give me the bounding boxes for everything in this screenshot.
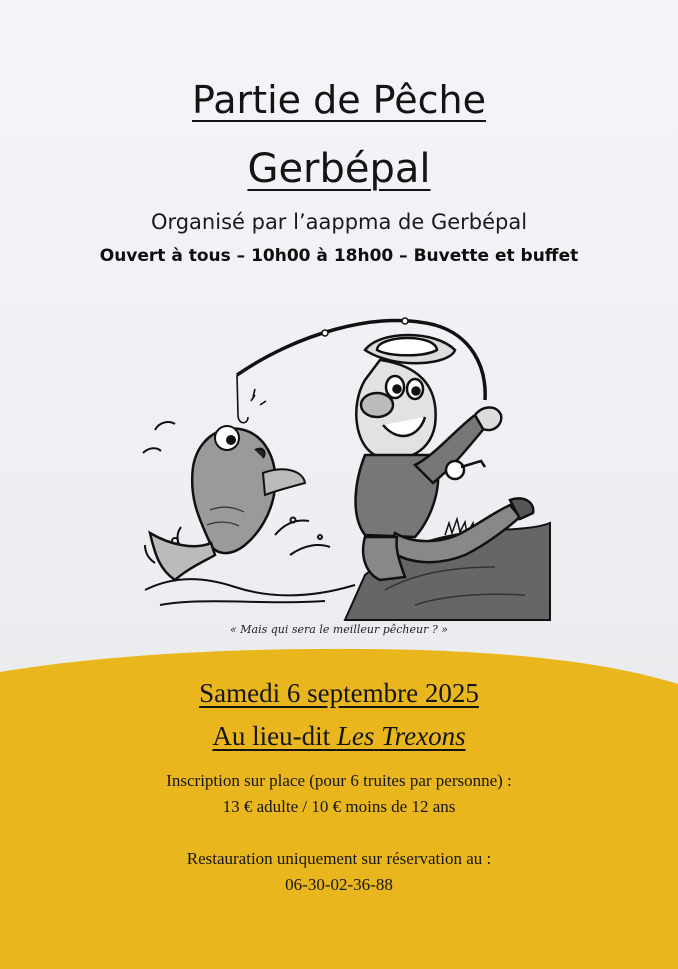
illustration-caption: « Mais qui sera le meilleur pêcheur ? » [230, 623, 448, 636]
event-place-prefix: Au lieu-dit [212, 721, 337, 751]
phone-number: 06-30-02-36-88 [285, 875, 393, 894]
event-date: Samedi 6 septembre 2025 [199, 678, 479, 708]
event-place-name: Les Trexons [336, 721, 466, 751]
poster-title-line2: Gerbépal [247, 146, 431, 192]
organizer-line: Organisé par l’aappma de Gerbépal [150, 210, 528, 234]
opening-hours-line: Ouvert à tous – 10h00 à 18h00 – Buvette et buffet [99, 246, 579, 266]
poster-title-line1: Partie de Pêche [192, 78, 486, 122]
registration-price-line: 13 € adulte / 10 € moins de 12 ans [222, 797, 456, 816]
catering-line: Restauration uniquement sur réservation au : [186, 849, 492, 868]
event-place [0, 719, 678, 753]
registration-line1: Inscription sur place (pour 6 truites par personne) : [166, 771, 512, 790]
